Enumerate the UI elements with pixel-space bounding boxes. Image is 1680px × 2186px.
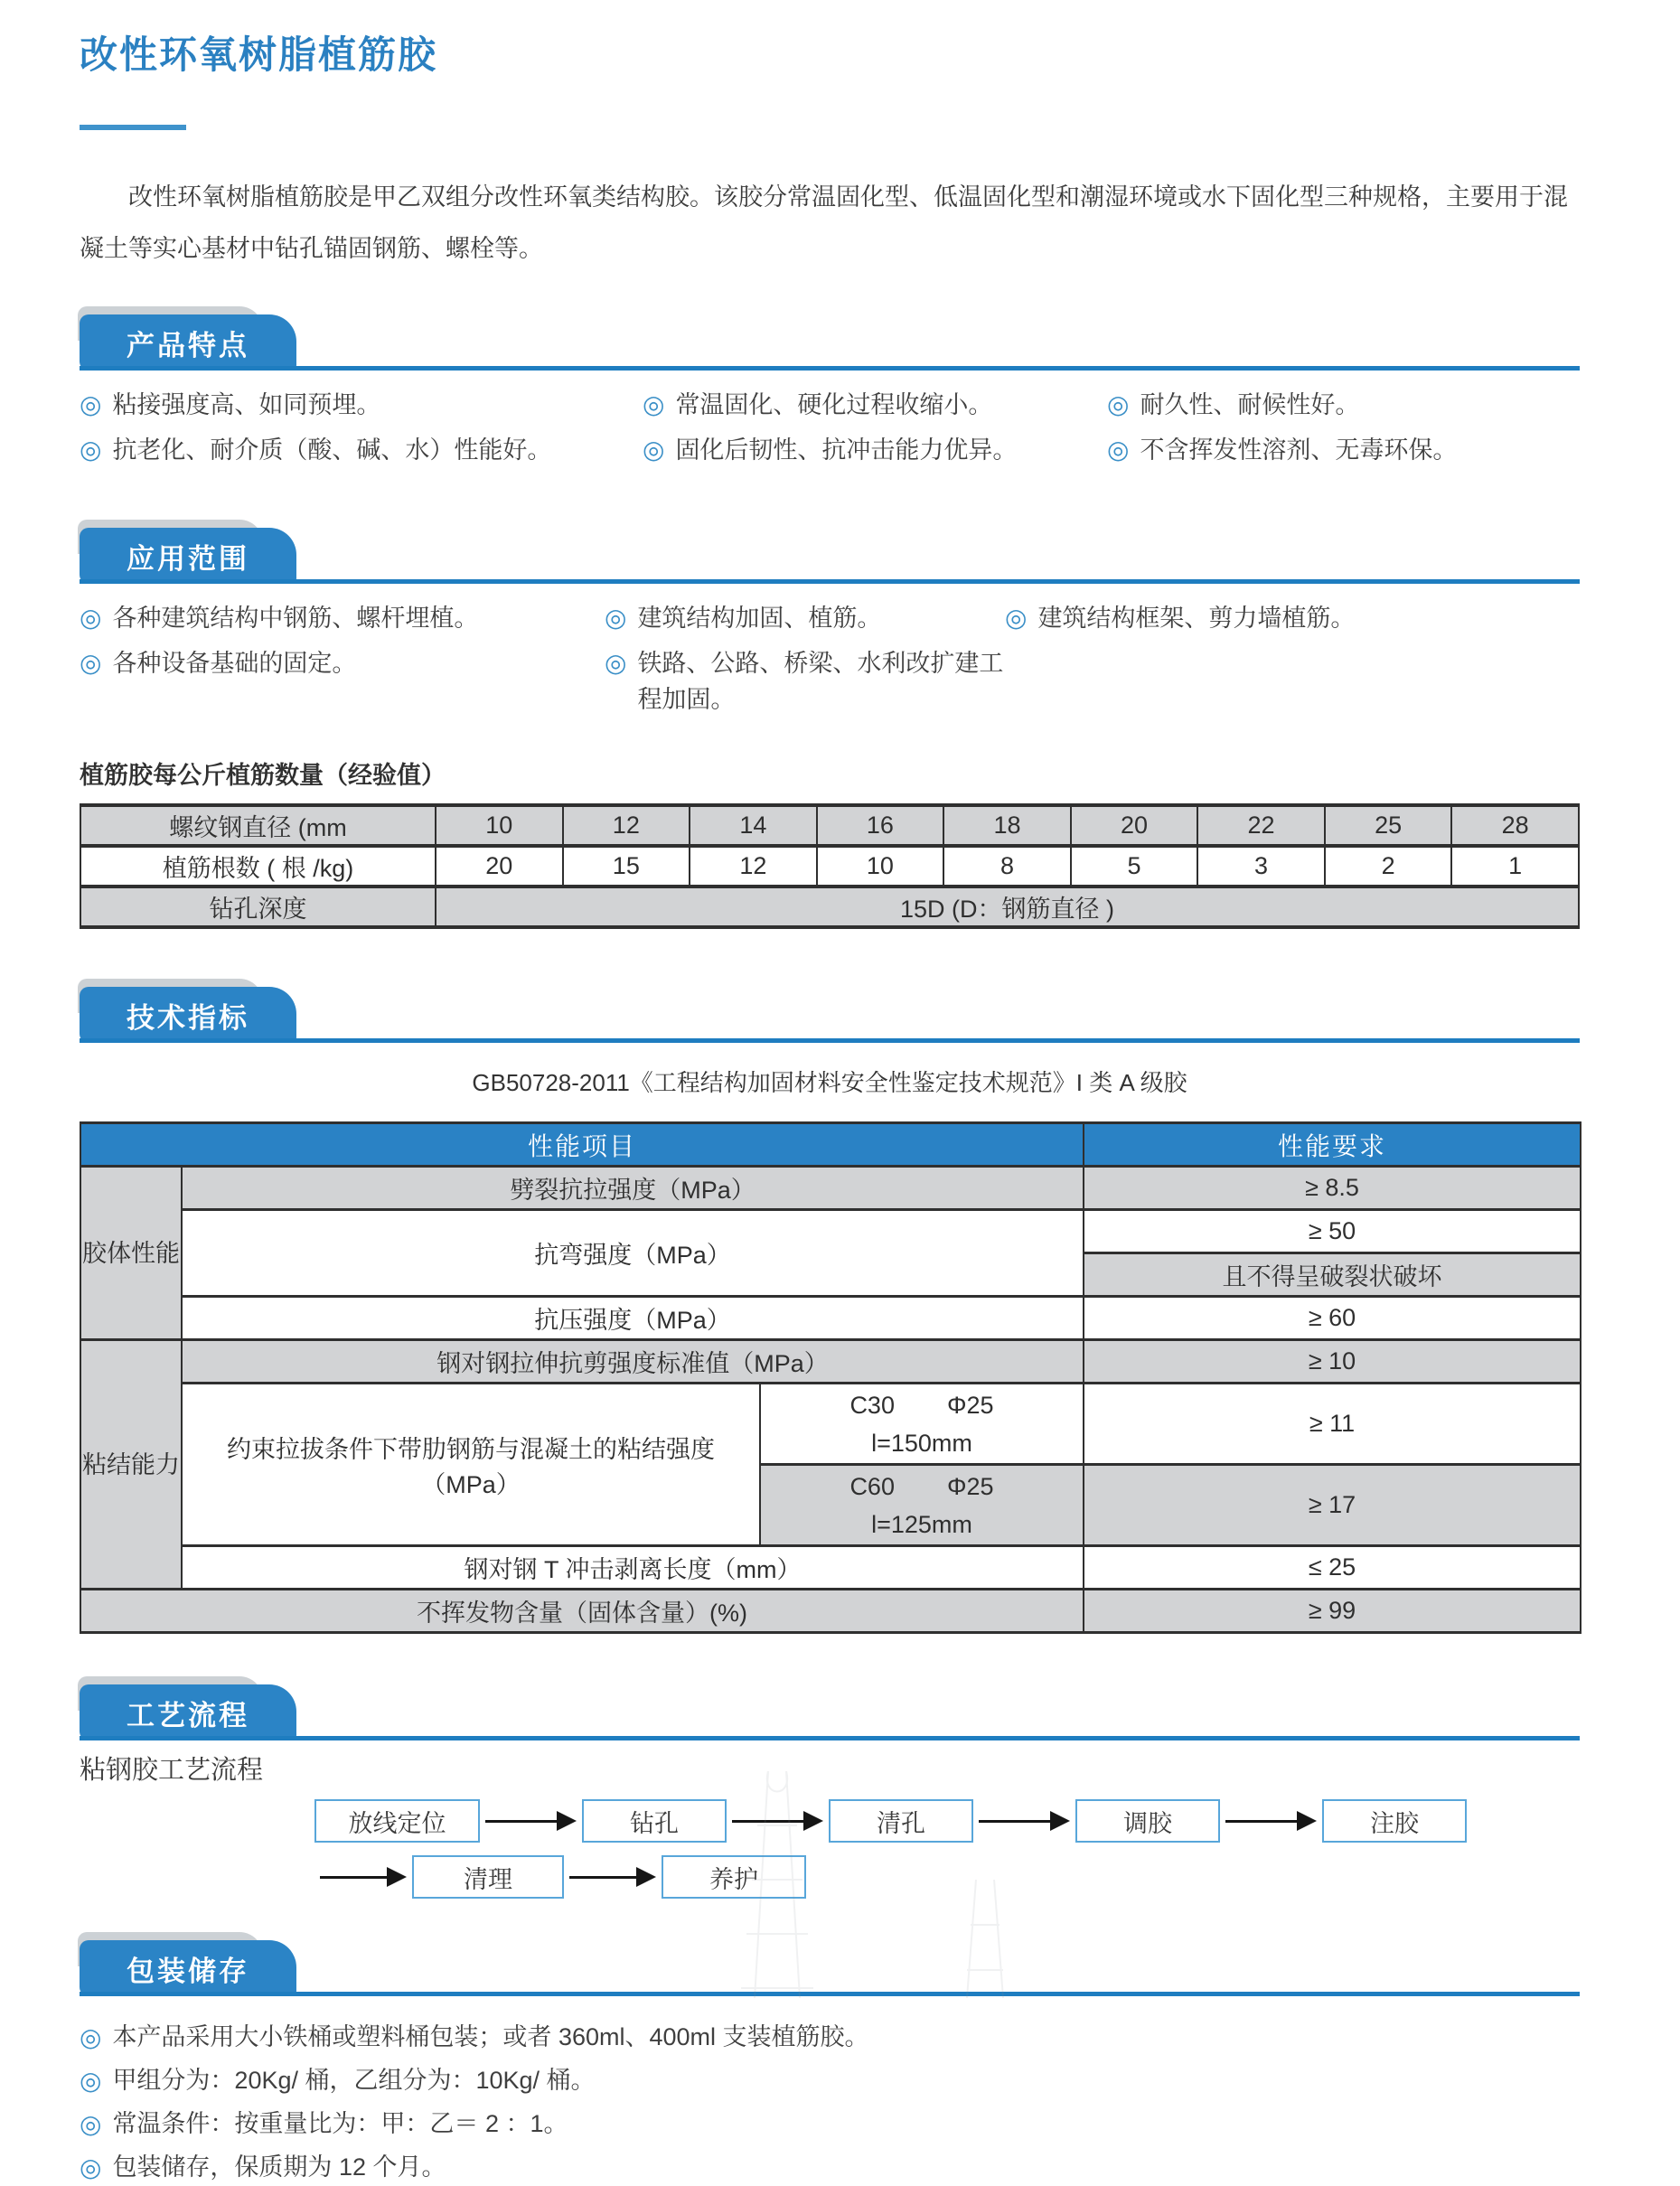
bullseye-icon: ◎ — [1005, 604, 1028, 632]
embed-length: l=150mm — [871, 1429, 972, 1457]
section-header-features — [80, 314, 1580, 371]
table-row — [80, 1384, 1581, 1465]
features-list — [80, 387, 1580, 468]
feature-text: 不含挥发性溶剂、无毒环保。 — [1140, 436, 1458, 464]
section-title-tech: 技术指标 — [127, 1001, 249, 1034]
embed-length: l=125mm — [871, 1510, 972, 1538]
list-item — [1005, 600, 1580, 636]
condition-spec — [761, 1468, 1083, 1506]
section-tab-packaging — [80, 1940, 296, 1996]
bullseye-icon: ◎ — [643, 390, 665, 418]
intro-paragraph: 改性环氧树脂植筋胶是甲乙双组分改性环氧类结构胶。该胶分常温固化型、低温固化型和潮湿环境或水下固化型三种规格，主要用于混凝土等实心基材中钻孔锚固钢筋、螺栓等。 — [80, 183, 1568, 262]
title-dash — [80, 125, 186, 130]
requirement-cell: ≥ 99 — [1084, 1590, 1581, 1633]
requirement-cell: ≥ 50 — [1084, 1210, 1581, 1253]
bond-unit: （MPa） — [421, 1470, 521, 1498]
count-cell: 3 — [1197, 846, 1325, 887]
count-cell: 5 — [1071, 846, 1198, 887]
process-flow-row-1 — [314, 1799, 1580, 1843]
count-cell: 8 — [943, 846, 1071, 887]
table-row — [80, 1210, 1581, 1253]
arrow-right-icon — [1220, 1811, 1322, 1831]
header-item: 性能项目 — [80, 1123, 1084, 1167]
packaging-text: 本产品采用大小铁桶或塑料桶包装；或者 360ml、400ml 支装植筋胶。 — [112, 2023, 869, 2050]
application-text: 各种建筑结构中钢筋、螺杆埋植。 — [112, 605, 479, 632]
section-tab-applications — [80, 528, 296, 584]
packaging-text: 包装储存，保质期为 12 个月。 — [112, 2153, 446, 2181]
list-item — [80, 2020, 1580, 2056]
bullseye-icon: ◎ — [80, 2067, 102, 2095]
row-label: 钻孔深度 — [80, 887, 436, 927]
property-cell: 钢对钢 T 冲击剥离长度（mm） — [182, 1546, 1084, 1590]
rebar-diameter: Φ25 — [946, 1472, 994, 1500]
section-title-process: 工艺流程 — [127, 1699, 249, 1731]
list-item — [605, 645, 1005, 718]
process-step: 钻孔 — [582, 1799, 727, 1843]
table-row — [80, 1297, 1581, 1340]
list-item — [643, 432, 1107, 468]
arrow-right-icon — [973, 1811, 1075, 1831]
feature-text: 粘接强度高、如同预埋。 — [112, 391, 381, 418]
requirement-cell: ≥ 8.5 — [1084, 1167, 1581, 1210]
group-label: 胶体性能 — [80, 1167, 182, 1340]
section-header-applications — [80, 528, 1580, 584]
row-label: 植筋根数 ( 根 /kg) — [80, 846, 436, 887]
process-step: 清理 — [412, 1855, 564, 1899]
rebar-count-table — [80, 803, 1580, 929]
depth-cell: 15D (D：钢筋直径 ) — [436, 887, 1579, 927]
group-label: 粘结能力 — [80, 1340, 182, 1590]
section-tab-process — [80, 1684, 296, 1740]
packaging-list — [80, 2020, 1580, 2186]
feature-text: 抗老化、耐介质（酸、碱、水）性能好。 — [112, 436, 552, 464]
bullseye-icon: ◎ — [643, 436, 665, 464]
list-item — [643, 387, 1107, 423]
packaging-text: 甲组分为：20Kg/ 桶，乙组分为：10Kg/ 桶。 — [112, 2067, 596, 2094]
requirement-cell: ≥ 10 — [1084, 1340, 1581, 1384]
table-header-row — [80, 1123, 1581, 1167]
count-cell: 20 — [436, 846, 563, 887]
standard-note: GB50728-2011《工程结构加固材料安全性鉴定技术规范》I 类 A 级胶 — [472, 1069, 1187, 1096]
concrete-grade: C60 — [849, 1472, 895, 1500]
arrow-right-icon — [314, 1867, 412, 1887]
count-cell: 10 — [817, 846, 944, 887]
table-row — [80, 846, 1579, 887]
diameter-cell: 10 — [436, 805, 563, 846]
count-cell: 1 — [1451, 846, 1579, 887]
list-item — [80, 432, 643, 468]
condition-spec — [761, 1386, 1083, 1424]
property-cell: 不挥发物含量（固体含量）(%) — [80, 1590, 1084, 1633]
rebar-diameter: Φ25 — [946, 1391, 994, 1419]
table-row — [80, 1546, 1581, 1590]
section-tab-tech — [80, 987, 296, 1043]
table-row — [80, 887, 1579, 927]
table-row — [80, 1167, 1581, 1210]
property-cell: 钢对钢拉伸抗剪强度标准值（MPa） — [182, 1340, 1084, 1384]
process-step: 注胶 — [1322, 1799, 1467, 1843]
applications-list — [80, 600, 1580, 718]
property-cell: 劈裂抗拉强度（MPa） — [182, 1167, 1084, 1210]
bullseye-icon: ◎ — [80, 649, 102, 677]
diameter-cell: 20 — [1071, 805, 1198, 846]
section-header-packaging — [80, 1940, 1580, 1996]
section-header-tech — [80, 987, 1580, 1043]
requirement-cell: ≥ 17 — [1084, 1465, 1581, 1546]
requirement-cell: ≤ 25 — [1084, 1546, 1581, 1590]
bullseye-icon: ◎ — [80, 436, 102, 464]
application-text: 铁路、公路、桥梁、水利改扩建工程加固。 — [637, 650, 1004, 713]
process-step: 放线定位 — [314, 1799, 480, 1843]
tech-index-table — [80, 1121, 1581, 1634]
process-flow-row-2 — [314, 1855, 1580, 1899]
section-title-applications: 应用范围 — [127, 542, 249, 575]
requirement-cell: ≥ 60 — [1084, 1297, 1581, 1340]
feature-text: 固化后韧性、抗冲击能力优异。 — [675, 436, 1018, 464]
bullseye-icon: ◎ — [80, 390, 102, 418]
diameter-cell: 28 — [1451, 805, 1579, 846]
property-cell: 抗弯强度（MPa） — [182, 1210, 1084, 1297]
feature-text: 耐久性、耐候性好。 — [1140, 391, 1360, 418]
section-header-process — [80, 1684, 1580, 1740]
table-row — [80, 805, 1579, 846]
diameter-cell: 25 — [1325, 805, 1452, 846]
table-row — [80, 1340, 1581, 1384]
diameter-cell: 16 — [817, 805, 944, 846]
bullseye-icon: ◎ — [80, 2023, 102, 2051]
application-text: 各种设备基础的固定。 — [112, 650, 357, 677]
diameter-cell: 18 — [943, 805, 1071, 846]
bullseye-icon: ◎ — [1107, 436, 1130, 464]
bullseye-icon: ◎ — [80, 2110, 102, 2138]
list-item — [1107, 432, 1580, 468]
process-subtitle: 粘钢胶工艺流程 — [80, 1756, 264, 1785]
application-text: 建筑结构加固、植筋。 — [637, 605, 882, 632]
bullseye-icon: ◎ — [80, 604, 102, 632]
concrete-grade: C30 — [849, 1391, 895, 1419]
property-cell — [182, 1384, 760, 1546]
arrow-right-icon — [727, 1811, 829, 1831]
count-cell: 15 — [563, 846, 690, 887]
packaging-text: 常温条件：按重量比为：甲：乙＝ 2 ：1。 — [112, 2110, 568, 2137]
arrow-right-icon — [564, 1867, 662, 1887]
row-label: 螺纹钢直径 (mm — [80, 805, 436, 846]
rebar-table-caption: 植筋胶每公斤植筋数量（经验值） — [80, 762, 446, 789]
list-item — [80, 387, 643, 423]
bullseye-icon: ◎ — [1107, 390, 1130, 418]
section-title-packaging: 包装储存 — [127, 1955, 249, 1987]
bullseye-icon: ◎ — [605, 604, 627, 632]
condition-cell — [760, 1465, 1084, 1546]
section-title-features: 产品特点 — [127, 329, 249, 361]
count-cell: 2 — [1325, 846, 1452, 887]
list-item — [80, 2150, 1580, 2186]
diameter-cell: 12 — [563, 805, 690, 846]
list-item — [605, 600, 1005, 636]
bond-name: 约束拉拔条件下带肋钢筋与混凝土的粘结强度 — [227, 1435, 715, 1463]
page-title: 改性环氧树脂植筋胶 — [80, 33, 438, 76]
condition-cell — [760, 1384, 1084, 1465]
section-tab-features — [80, 314, 296, 371]
bullseye-icon: ◎ — [80, 2153, 102, 2181]
bullseye-icon: ◎ — [605, 649, 627, 677]
requirement-cell: 且不得呈破裂状破坏 — [1084, 1253, 1581, 1297]
process-step: 调胶 — [1075, 1799, 1220, 1843]
application-text: 建筑结构框架、剪力墙植筋。 — [1037, 605, 1356, 632]
diameter-cell: 22 — [1197, 805, 1325, 846]
count-cell: 12 — [690, 846, 817, 887]
feature-text: 常温固化、硬化过程收缩小。 — [675, 391, 993, 418]
process-step: 养护 — [662, 1855, 806, 1899]
list-item — [80, 645, 605, 718]
arrow-right-icon — [480, 1811, 582, 1831]
process-step: 清孔 — [829, 1799, 973, 1843]
requirement-cell: ≥ 11 — [1084, 1384, 1581, 1465]
list-item — [80, 2106, 1580, 2143]
list-item — [80, 600, 605, 636]
header-requirement: 性能要求 — [1084, 1123, 1581, 1167]
list-item — [80, 2063, 1580, 2099]
property-cell: 抗压强度（MPa） — [182, 1297, 1084, 1340]
list-item — [1107, 387, 1580, 423]
table-row — [80, 1590, 1581, 1633]
diameter-cell: 14 — [690, 805, 817, 846]
